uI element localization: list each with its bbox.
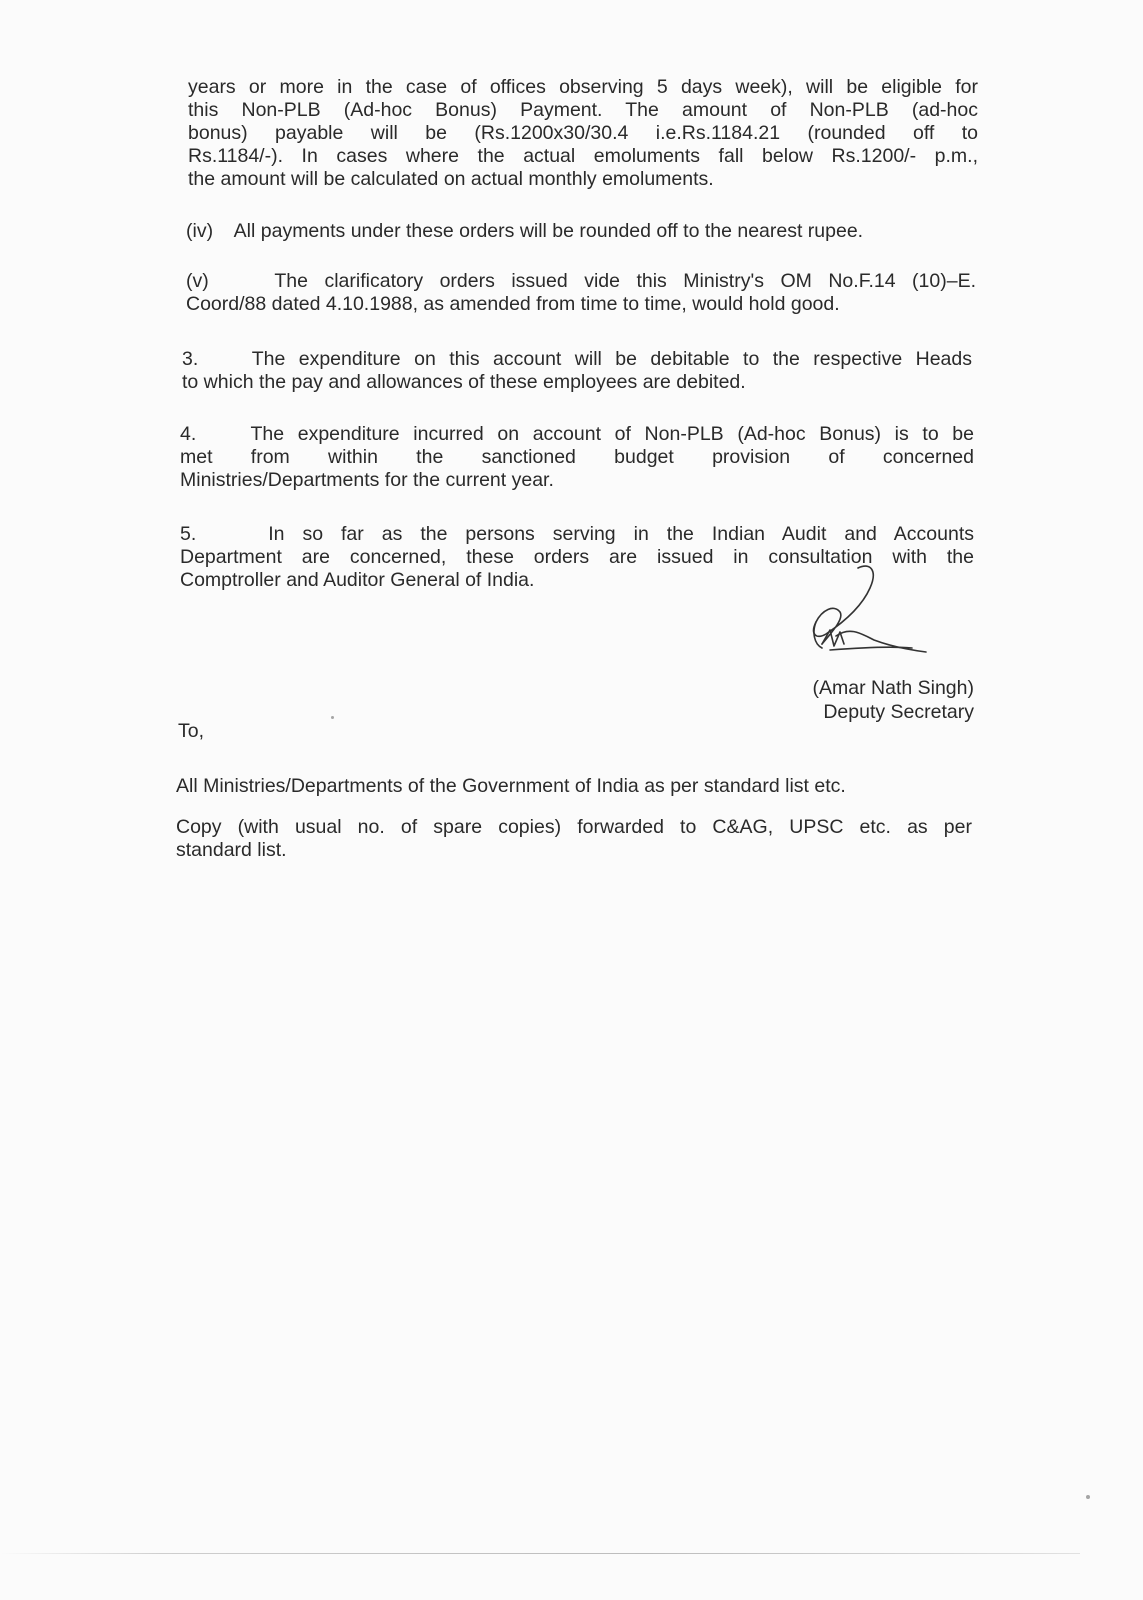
addressee: All Ministries/Departments of the Government of India as per standard list etc.	[176, 775, 846, 797]
signatory-designation: Deputy Secretary	[823, 701, 974, 723]
scan-edge-line	[0, 1553, 1080, 1554]
paragraph-line: standard list.	[176, 839, 287, 861]
paragraph-line: Rs.1184/-). In cases where the actual emoluments fall below Rs.1200/- p.m.,	[188, 145, 978, 167]
scan-speck	[1086, 1495, 1090, 1499]
paragraph-continuation	[188, 76, 978, 191]
paragraph-line: Comptroller and Auditor General of India.	[180, 569, 535, 591]
signatory-name: (Amar Nath Singh)	[812, 677, 974, 699]
paragraph-line: met from within the sanctioned budget provision of concerned	[180, 446, 974, 468]
paragraph-line: the amount will be calculated on actual monthly emoluments.	[188, 168, 714, 190]
paragraph-4	[180, 423, 974, 492]
paragraph-line: years or more in the case of offices observing 5 days week), will be eligible for	[188, 76, 978, 98]
paragraph-line: Ministries/Departments for the current year.	[180, 469, 554, 491]
paragraph-line: (v) The clarificatory orders issued vide this Ministry's OM No.F.14 (10)–E.	[186, 270, 976, 292]
paragraph-line: Coord/88 dated 4.10.1988, as amended from time to time, would hold good.	[186, 293, 840, 315]
paragraph-3	[182, 348, 972, 394]
paragraph-v	[186, 270, 976, 316]
paragraph-line: bonus) payable will be (Rs.1200x30/30.4 i.e.Rs.1184.21 (rounded off to	[188, 122, 978, 144]
paragraph-line: 5. In so far as the persons serving in the Indian Audit and Accounts	[180, 523, 974, 545]
paragraph-line: to which the pay and allowances of these employees are debited.	[182, 371, 746, 393]
addressee-label: To,	[178, 720, 205, 742]
handwritten-signature	[800, 560, 930, 670]
paragraph-line: (iv) All payments under these orders will be rounded off to the nearest rupee.	[186, 220, 864, 242]
paragraph-line: Copy (with usual no. of spare copies) forwarded to C&AG, UPSC etc. as per	[176, 816, 972, 838]
signatory-block	[760, 676, 974, 724]
paragraph-line: 3. The expenditure on this account will be debitable to the respective Heads	[182, 348, 972, 370]
paragraph-iv	[186, 220, 976, 243]
copy-to	[176, 816, 972, 862]
paragraph-line: Department are concerned, these orders are issued in consultation with the	[180, 546, 974, 568]
paragraph-line: this Non-PLB (Ad-hoc Bonus) Payment. The amount of Non-PLB (ad-hoc	[188, 99, 978, 121]
paragraph-line: 4. The expenditure incurred on account of Non-PLB (Ad-hoc Bonus) is to be	[180, 423, 974, 445]
scan-speck	[331, 716, 334, 719]
